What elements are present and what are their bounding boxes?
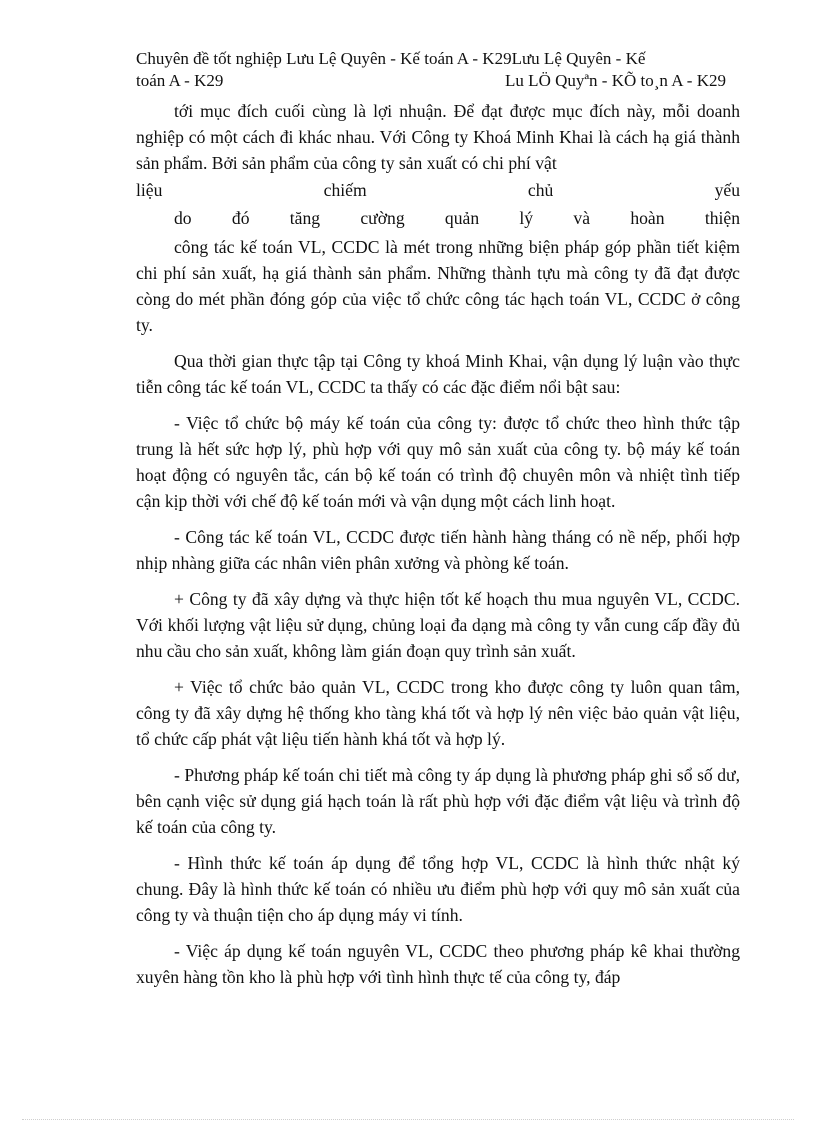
paragraph-7: - Phương pháp kế toán chi tiết mà công ty áp dụng là phương pháp ghi sổ số dư, bên cạnh việc sử dụng giá hạch toán là rất phù hợp với đặc điểm vật liệu và trình độ kế toán của công ty. xyxy=(136,765,740,837)
paragraph-9: - Việc áp dụng kế toán nguyên VL, CCDC theo phương pháp kê khai thường xuyên hàng tồn kho là phù hợp với tình hình thực tế của công ty, đáp xyxy=(136,941,740,987)
spread-word: lý xyxy=(519,208,534,228)
spread-word: tăng xyxy=(289,208,321,228)
document-body xyxy=(136,98,740,1000)
spread-word: thiện xyxy=(704,208,740,228)
spread-word: do xyxy=(174,208,192,228)
paragraph-4: - Công tác kế toán VL, CCDC được tiến hành hàng tháng có nề nếp, phối hợp nhịp nhàng giữa các nhân viên phân xưởng và phòng kế toán. xyxy=(136,527,740,573)
spread-word: hoàn xyxy=(630,208,665,228)
paragraph-1-continued: công tác kế toán VL, CCDC là mét trong những biện pháp góp phần tiết kiệm chi phí sản xuất, hạ giá thành sản phẩm. Những thành tựu mà công ty đã đạt được còng do mét phần đóng góp của việc tổ chức công tác hạch toán VL, CCDC ở công ty. xyxy=(136,237,740,335)
spread-word: quản xyxy=(444,208,480,228)
paragraph-8: - Hình thức kế toán áp dụng để tổng hợp VL, CCDC là hình thức nhật ký chung. Đây là hình thức kế toán có nhiều ưu điểm phù hợp với quy mô sản xuất của công ty và thuận tiện cho áp dụng máy vi tính. xyxy=(136,853,740,925)
paragraph-5: + Công ty đã xây dựng và thực hiện tốt kế hoạch thu mua nguyên VL, CCDC. Với khối lượng vật liệu sử dụng, chủng loại đa dạng mà công ty vẫn cung cấp đầy đủ nhu cầu cho sản xuất, không làm gián đoạn quy trình sản xuất. xyxy=(136,589,740,661)
page-header xyxy=(136,48,730,92)
paragraph-1: tới mục đích cuối cùng là lợi nhuận. Để đạt được mục đích này, mỗi doanh nghiệp có một cách đi khác nhau. Với Công ty Khoá Minh Khai là cách hạ giá thành sản phẩm. Bởi sản phẩm của công ty sản xuất có chi phí vật xyxy=(136,101,740,173)
spread-word: đó xyxy=(231,208,250,228)
spread-word: chủ xyxy=(527,180,554,200)
header-line-2-right: Lu LÖ Quyªn - KÕ to¸n A - K29 xyxy=(505,71,726,90)
paragraph-6: + Việc tổ chức bảo quản VL, CCDC trong kho được công ty luôn quan tâm, công ty đã xây dựng hệ thống kho tàng khá tốt và hợp lý nên việc bảo quản vật liệu, tổ chức cấp phát vật liệu tiến hành khá tốt và hợp lý. xyxy=(136,677,740,749)
header-line-1: Chuyên đề tốt nghiệp Lưu Lệ Quyên - Kế toán A - K29Lưu Lệ Quyên - Kế xyxy=(136,49,646,68)
spread-word: cường xyxy=(360,208,405,228)
spread-word: và xyxy=(573,208,591,228)
spread-word: chiếm xyxy=(323,180,367,200)
spread-line-1 xyxy=(136,176,740,204)
spread-word: liệu xyxy=(136,180,163,200)
footer-divider xyxy=(22,1119,794,1120)
spread-word: yếu xyxy=(714,180,740,200)
header-line-2 xyxy=(136,70,730,92)
spread-line-2 xyxy=(136,204,740,232)
paragraph-3: - Việc tổ chức bộ máy kế toán của công ty: được tổ chức theo hình thức tập trung là hết sức hợp lý, phù hợp với quy mô sản xuất của công ty. bộ máy kế toán hoạt động có nguyên tắc, cán bộ kế toán có trình độ chuyên môn và nhiệt tình tiếp cận kịp thời với chế độ kế toán mới và vận dụng một cách linh hoạt. xyxy=(136,413,740,511)
paragraph-2: Qua thời gian thực tập tại Công ty khoá Minh Khai, vận dụng lý luận vào thực tiễn công tác kế toán VL, CCDC ta thấy có các đặc điểm nổi bật sau: xyxy=(136,351,740,397)
header-line-2-left: toán A - K29 xyxy=(136,71,224,90)
